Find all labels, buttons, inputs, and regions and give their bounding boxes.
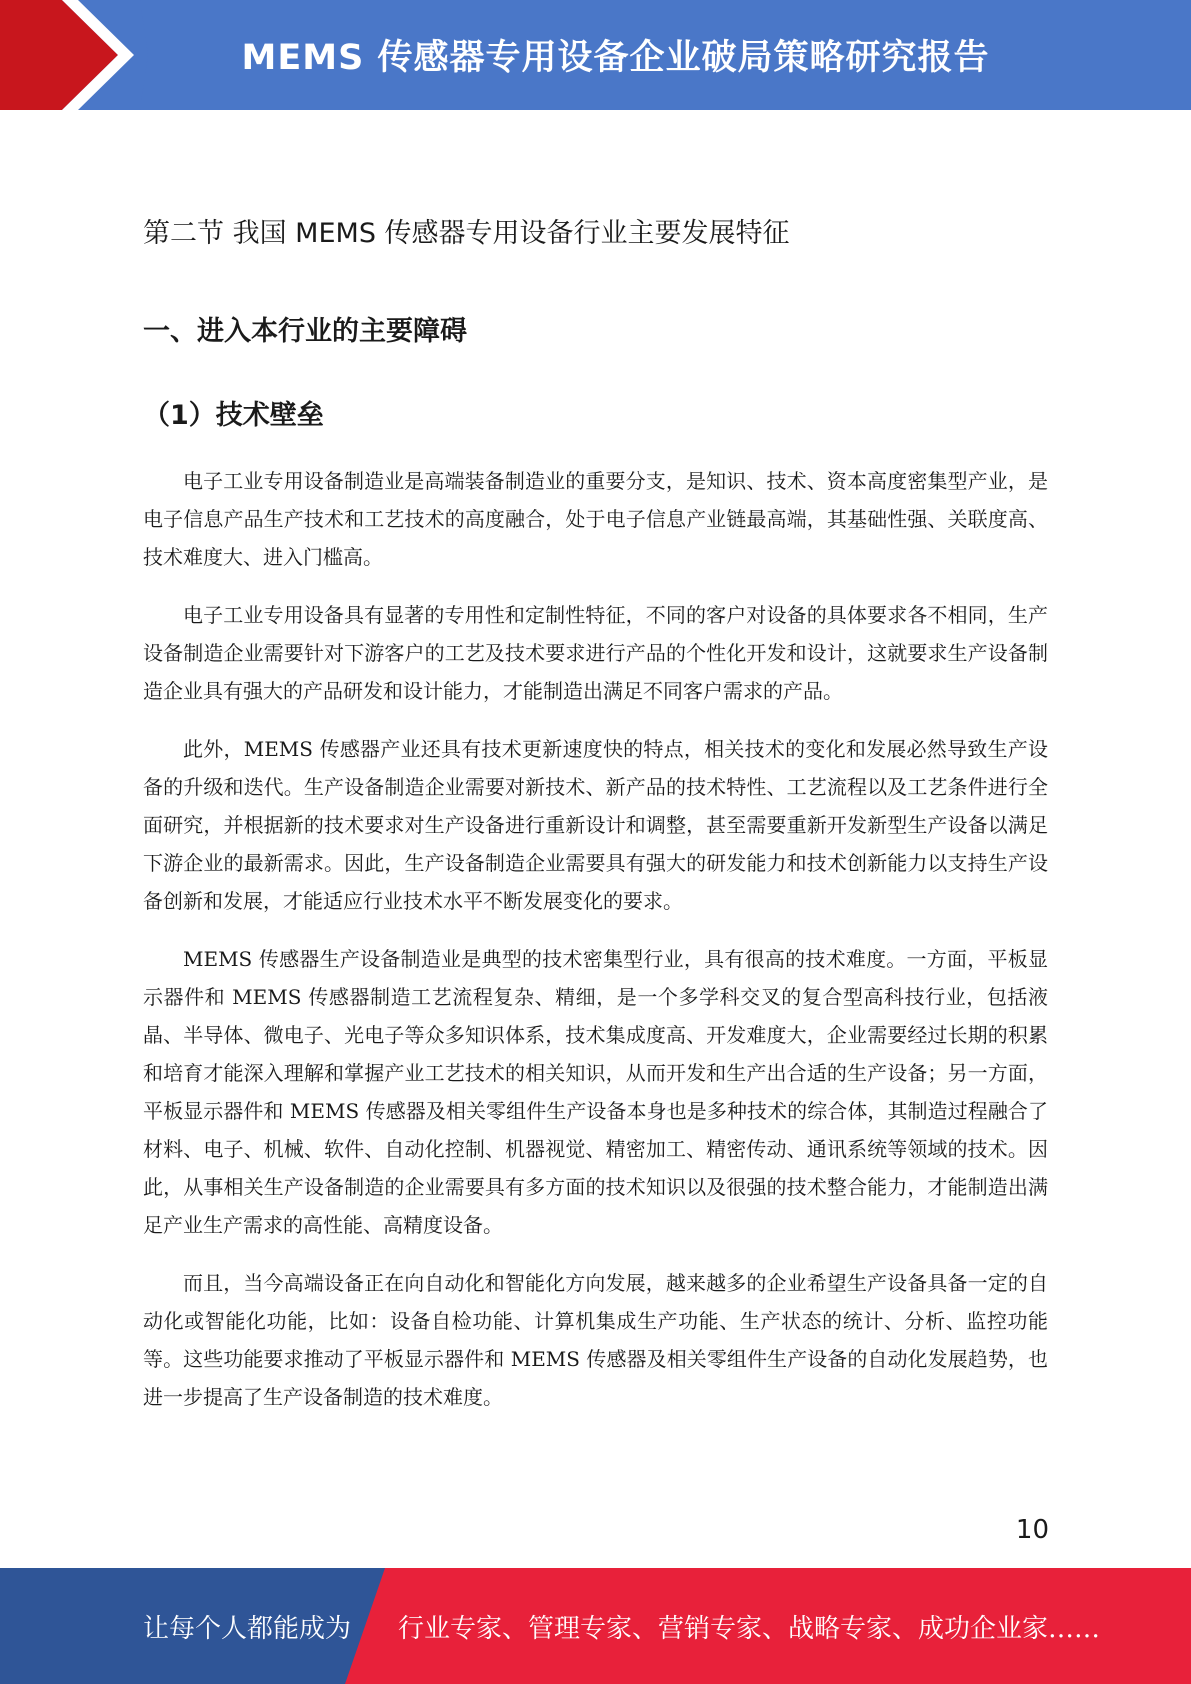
paragraph: 此外，MEMS 传感器产业还具有技术更新速度快的特点，相关技术的变化和发展必然导致生产设备的升级和迭代。生产设备制造企业需要对新技术、新产品的技术特性、工艺流程以及工艺条件进行全面研究，并根据新的技术要求对生产设备进行重新设计和调整，甚至需要重新开发新型生产设备以满足下游企业的最新需求。因此，生产设备制造企业需要具有强大的研发能力和技术创新能力以支持生产设备创新和发展，才能适应行业技术水平不断发展变化的要求。	[143, 737, 1048, 913]
page-content	[143, 210, 1048, 1436]
page-header	[0, 0, 1191, 110]
paragraph: 而且，当今高端设备正在向自动化和智能化方向发展，越来越多的企业希望生产设备具备一定的自动化或智能化功能，比如：设备自检功能、计算机集成生产功能、生产状态的统计、分析、监控功能等。这些功能要求推动了平板显示器件和 MEMS 传感器及相关零组件生产设备的自动化发展趋势，也进一步提高了生产设备制造的技术难度。	[143, 1271, 1048, 1409]
subsubsection-title: （1）技术壁垒	[143, 400, 324, 431]
report-title: MEMS 传感器专用设备企业破局策略研究报告	[241, 38, 990, 78]
page-footer	[0, 1568, 1191, 1684]
section-title: 第二节 我国 MEMS 传感器专用设备行业主要发展特征	[143, 218, 790, 249]
page-number: 10	[1015, 1515, 1049, 1545]
footer-slogan-right: 行业专家、管理专家、营销专家、战略专家、成功企业家……	[398, 1613, 1101, 1644]
paragraph: 电子工业专用设备制造业是高端装备制造业的重要分支，是知识、技术、资本高度密集型产业，是电子信息产品生产技术和工艺技术的高度融合，处于电子信息产业链最高端，其基础性强、关联度高、技术难度大、进入门槛高。	[143, 469, 1048, 569]
footer-slogan-left: 让每个人都能成为	[143, 1613, 352, 1644]
paragraph: 电子工业专用设备具有显著的专用性和定制性特征，不同的客户对设备的具体要求各不相同，生产设备制造企业需要针对下游客户的工艺及技术要求进行产品的个性化开发和设计，这就要求生产设备制造企业具有强大的产品研发和设计能力，才能制造出满足不同客户需求的产品。	[143, 603, 1048, 703]
paragraph: MEMS 传感器生产设备制造业是典型的技术密集型行业，具有很高的技术难度。一方面，平板显示器件和 MEMS 传感器制造工艺流程复杂、精细，是一个多学科交叉的复合型高科技行业，包括液晶、半导体、微电子、光电子等众多知识体系，技术集成度高、开发难度大，企业需要经过长期的积累和培育才能深入理解和掌握产业工艺技术的相关知识，从而开发和生产出合适的生产设备；另一方面，平板显示器件和 MEMS 传感器及相关零组件生产设备本身也是多种技术的综合体，其制造过程融合了材料、电子、机械、软件、自动化控制、机器视觉、精密加工、精密传动、通讯系统等领域的技术。因此，从事相关生产设备制造的企业需要具有多方面的技术知识以及很强的技术整合能力，才能制造出满足产业生产需求的高性能、高精度设备。	[143, 947, 1048, 1237]
subsection-title: 一、进入本行业的主要障碍	[143, 316, 467, 347]
header-chevron-decoration	[0, 0, 160, 110]
